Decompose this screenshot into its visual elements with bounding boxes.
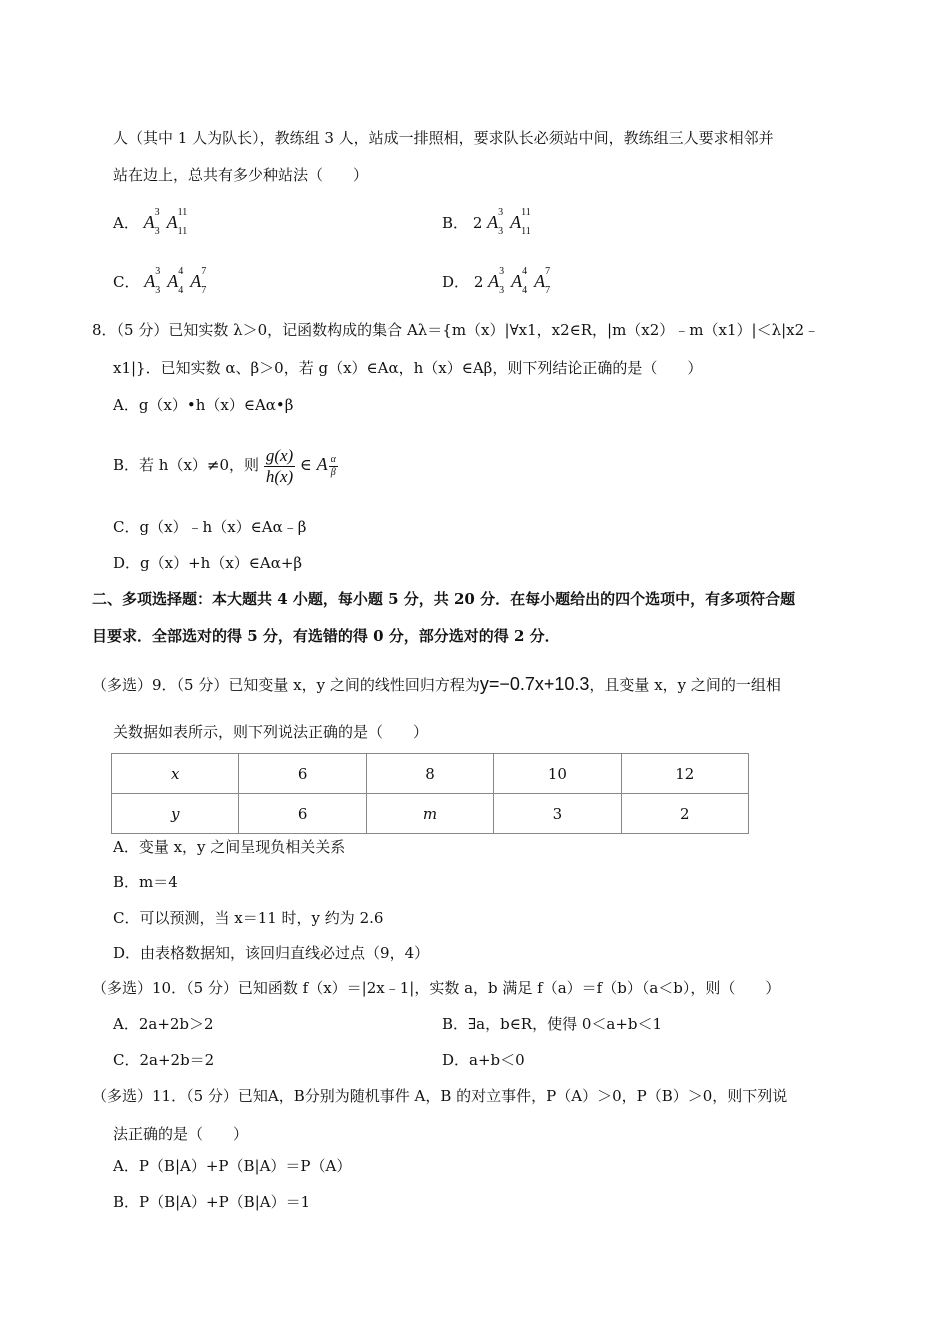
table-cell: 10	[494, 754, 621, 794]
q8-stem-line1: 8．（5 分）已知实数 λ＞0，记函数构成的集合 Aλ＝{m（x）|∀x1，x2∈R，|m（x2）﹣m（x1）|＜λ|x2﹣	[92, 321, 820, 339]
q8-stem-line2: x1|}．已知实数 α、β＞0，若 g（x）∈Aα，h（x）∈Aβ，则下列结论正确的是（ ）	[113, 359, 703, 377]
q8-option-a[interactable]: A．g（x）•h（x）∈Aα•β	[113, 396, 294, 414]
table-cell: x	[112, 754, 239, 794]
q7-stem-line2: 站在边上，总共有多少种站法（ ）	[113, 166, 369, 184]
q7-option-a[interactable]: A． A 3 3 A 11 11	[113, 207, 188, 237]
q10-stem: （多选）10．（5 分）已知函数 f（x）＝|2x﹣1|，实数 a，b 满足 f（a）＝f（b）（a＜b），则（ ）	[92, 979, 781, 997]
q7-stem-line1: 人（其中 1 人为队长），教练组 3 人，站成一排照相，要求队长必须站中间，教练组三人要求相邻并	[113, 129, 774, 147]
q8-option-d[interactable]: D．g（x）+h（x）∈Aα+β	[113, 554, 303, 572]
q10-option-c[interactable]: C．2a+2b＝2	[113, 1051, 215, 1069]
regression-equation: y=−0.7x+10.3	[479, 674, 590, 694]
table-cell: 8	[366, 754, 493, 794]
q8-option-c[interactable]: C．g（x）﹣h（x）∈Aα﹣β	[113, 518, 307, 536]
table-cell: 2	[621, 794, 748, 834]
q7-option-d[interactable]: D． 2 A 3 3 A 4 4 A 7 7	[442, 266, 551, 296]
q9-stem-line1: （多选）9．（5 分）已知变量 x，y 之间的线性回归方程为y=−0.7x+10.3，且变量 x，y 之间的一组相	[92, 674, 781, 694]
table-row	[112, 754, 749, 794]
table-cell: 12	[621, 754, 748, 794]
q11-stem-line2: 法正确的是（ ）	[113, 1125, 249, 1143]
q11-option-a[interactable]: A．P（B|A）+P（B|A）＝P（A）	[113, 1157, 352, 1175]
table-cell: 3	[494, 794, 621, 834]
section2-heading-line2: 目要求．全部选对的得 5 分，有选错的得 0 分，部分选对的得 2 分．	[92, 627, 560, 645]
q8-option-b[interactable]: B．若 h（x）≠0，则 $\frac{g(x)}{h(x)}$ ∈ A $\frac{\alpha}{\beta}$	[113, 445, 336, 486]
fraction-alpha-over-beta: $\frac{\alpha}{\beta}$	[330, 453, 336, 478]
data-table	[111, 753, 749, 834]
q9-option-c[interactable]: C．可以预测，当 x＝11 时，y 约为 2.6	[113, 909, 384, 927]
table-cell: 6	[239, 754, 366, 794]
q10-option-d[interactable]: D．a+b＜0	[442, 1051, 525, 1069]
q11-option-b[interactable]: B．P（B|A）+P（B|A）＝1	[113, 1193, 311, 1211]
q11-stem-line1: （多选）11．（5 分）已知A，B分别为随机事件 A，B 的对立事件，P（A）＞0，P（B）＞0，则下列说	[92, 1087, 788, 1105]
q9-stem-line2: 关数据如表所示，则下列说法正确的是（ ）	[113, 723, 429, 741]
section2-heading-line1: 二、多项选择题：本大题共 4 小题，每小题 5 分，共 20 分．在每小题给出的四个选项中，有多项符合题	[92, 590, 796, 608]
fraction-g-over-h: $\frac{g(x)}{h(x)}$	[265, 445, 294, 486]
q7-option-c[interactable]: C． A 3 3 A 4 4 A 7 7	[113, 266, 207, 296]
q9-option-b[interactable]: B．m＝4	[113, 873, 178, 891]
table-cell: 6	[239, 794, 366, 834]
table-cell: m	[366, 794, 493, 834]
q9-option-d[interactable]: D．由表格数据知，该回归直线必过点（9，4）	[113, 944, 430, 962]
q9-option-a[interactable]: A．变量 x，y 之间呈现负相关关系	[113, 838, 346, 856]
q10-option-a[interactable]: A．2a+2b＞2	[113, 1015, 214, 1033]
table-cell: y	[112, 794, 239, 834]
q10-option-b[interactable]: B．∃a，b∈R，使得 0＜a+b＜1	[442, 1015, 663, 1033]
table-row	[112, 794, 749, 834]
q7-option-b[interactable]: B． 2 A 3 3 A 11 11	[442, 207, 531, 237]
